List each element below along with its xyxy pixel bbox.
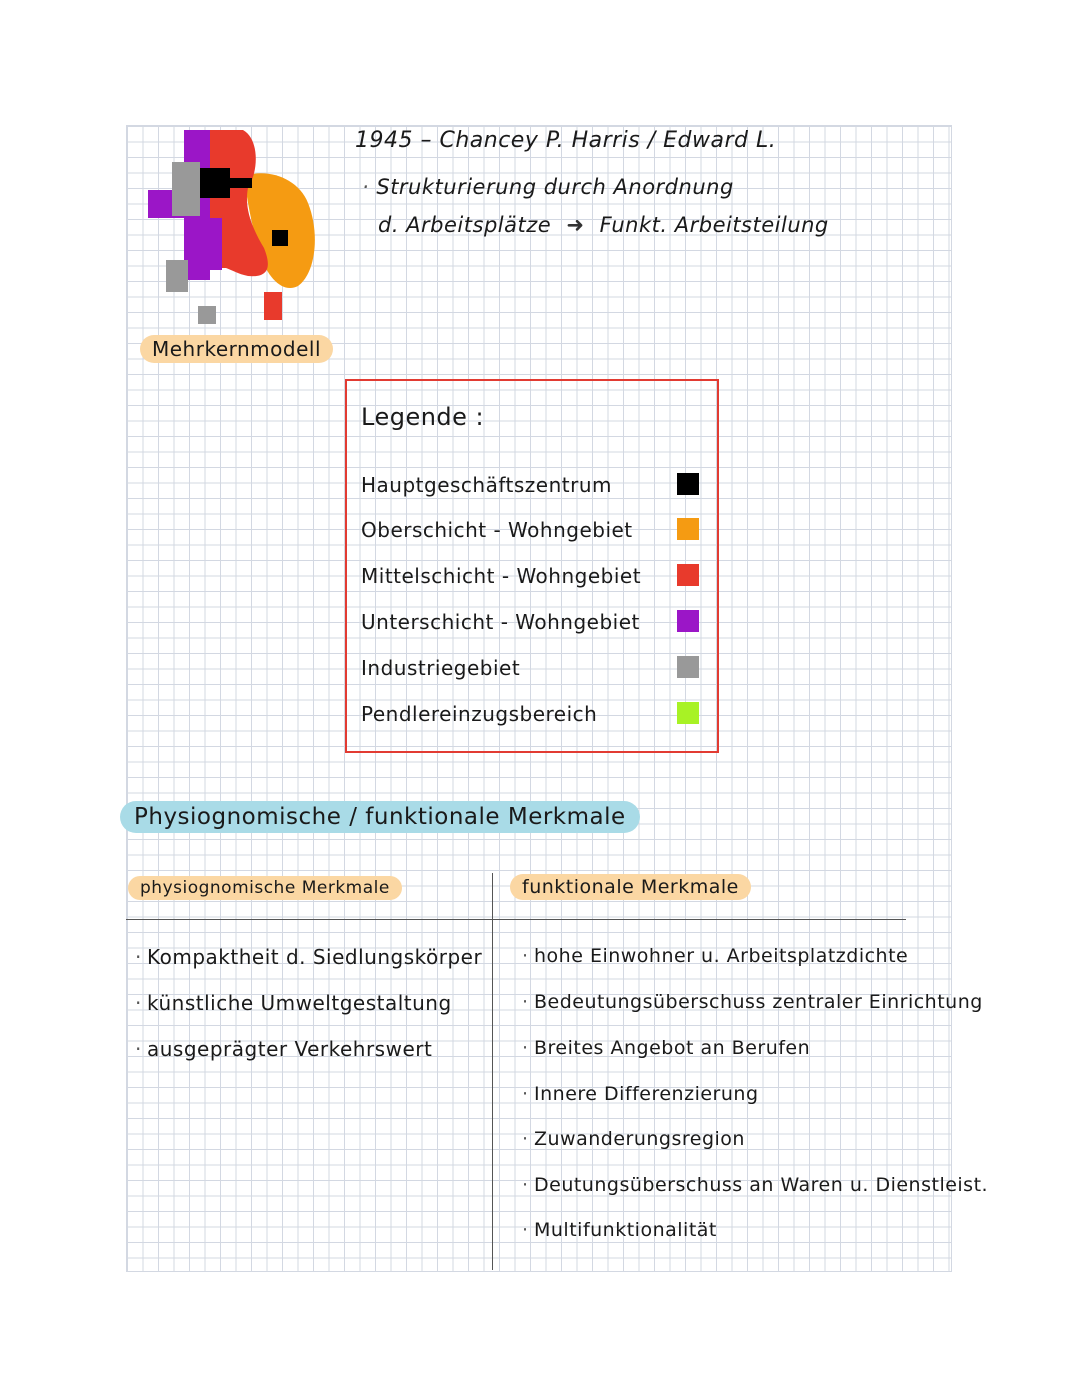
bullet-dot: · <box>522 1083 529 1105</box>
middle-class-area-small <box>264 292 282 320</box>
list-item-text: Zuwanderungsregion <box>534 1128 745 1150</box>
model-label: Mehrkernmodell <box>140 335 333 363</box>
cbd-area-3 <box>272 230 288 246</box>
year-authors: 1945 – Chancey P. Harris / Edward L. <box>355 128 777 153</box>
bullet-dot: · <box>135 991 142 1015</box>
list-item <box>522 1128 745 1150</box>
legend-label-upper: Oberschicht - Wohngebiet <box>361 518 633 542</box>
bullet-dot: · <box>135 1037 142 1061</box>
bullet-dot: · <box>522 1128 529 1150</box>
list-item <box>522 1174 988 1196</box>
legend-box <box>345 379 719 753</box>
list-item-text: Multifunktionalität <box>534 1219 717 1241</box>
section-title: Physiognomische / funktionale Merkmale <box>120 801 640 833</box>
legend-swatch-commuter <box>677 702 699 724</box>
right-column-header: funktionale Merkmale <box>510 874 751 900</box>
list-item <box>522 1037 810 1059</box>
list-item <box>522 945 908 967</box>
cbd-area-2 <box>224 178 252 188</box>
legend-label-middle: Mittelschicht - Wohngebiet <box>361 564 642 588</box>
multi-nuclei-model-diagram <box>148 128 320 328</box>
list-item-text: Deutungsüberschuss an Waren u. Dienstleist. <box>534 1174 989 1196</box>
list-item <box>522 991 983 1013</box>
legend-title: Legende : <box>361 403 485 431</box>
lower-class-area-3 <box>210 218 222 270</box>
legend-label-commuter: Pendlereinzugsbereich <box>361 702 598 726</box>
list-item <box>135 991 452 1015</box>
industry-area-2 <box>166 260 188 292</box>
legend-swatch-industry <box>677 656 699 678</box>
arrow-right-icon: ➜ <box>566 213 585 237</box>
bullet-dot: · <box>522 945 529 967</box>
bullet-dot: · <box>522 991 529 1013</box>
legend-swatch-upper <box>677 518 699 540</box>
header-line-2b: Funkt. Arbeitsteilung <box>599 213 829 237</box>
list-item-text: hohe Einwohner u. Arbeitsplatzdichte <box>534 945 909 967</box>
bullet-dot: · <box>522 1219 529 1241</box>
industry-area-1 <box>172 162 200 216</box>
legend-swatch-cbd <box>677 473 699 495</box>
legend-swatch-lower <box>677 610 699 632</box>
header-line-1 <box>362 175 734 199</box>
list-item <box>135 1037 432 1061</box>
list-item <box>522 1219 717 1241</box>
list-item <box>135 945 482 969</box>
legend-label-industry: Industriegebiet <box>361 656 521 680</box>
column-divider <box>492 873 493 1270</box>
list-item-text: Bedeutungsüberschuss zentraler Einrichtung <box>534 991 983 1013</box>
bullet-dot: · <box>522 1037 529 1059</box>
list-item-text: Kompaktheit d. Siedlungskörper <box>147 945 483 969</box>
list-item-text: Breites Angebot an Berufen <box>534 1037 811 1059</box>
list-item-text: künstliche Umweltgestaltung <box>147 991 452 1015</box>
left-column-header: physiognomische Merkmale <box>128 876 402 900</box>
model-shapes <box>148 128 320 328</box>
header-line-2 <box>378 213 829 237</box>
header-line-2a: d. Arbeitsplätze <box>378 213 552 237</box>
legend-label-cbd: Hauptgeschäftszentrum <box>361 473 613 497</box>
bullet-dot: · <box>522 1174 529 1196</box>
bullet-dot: · <box>362 175 377 199</box>
industry-area-3 <box>198 306 216 324</box>
legend-swatch-middle <box>677 564 699 586</box>
bullet-dot: · <box>135 945 142 969</box>
header-line-1-text: Strukturierung durch Anordnung <box>376 175 734 199</box>
legend-label-lower: Unterschicht - Wohngebiet <box>361 610 640 634</box>
list-item-text: Innere Differenzierung <box>534 1083 759 1105</box>
header-divider <box>126 919 906 920</box>
list-item <box>522 1083 759 1105</box>
list-item-text: ausgeprägter Verkehrswert <box>147 1037 433 1061</box>
